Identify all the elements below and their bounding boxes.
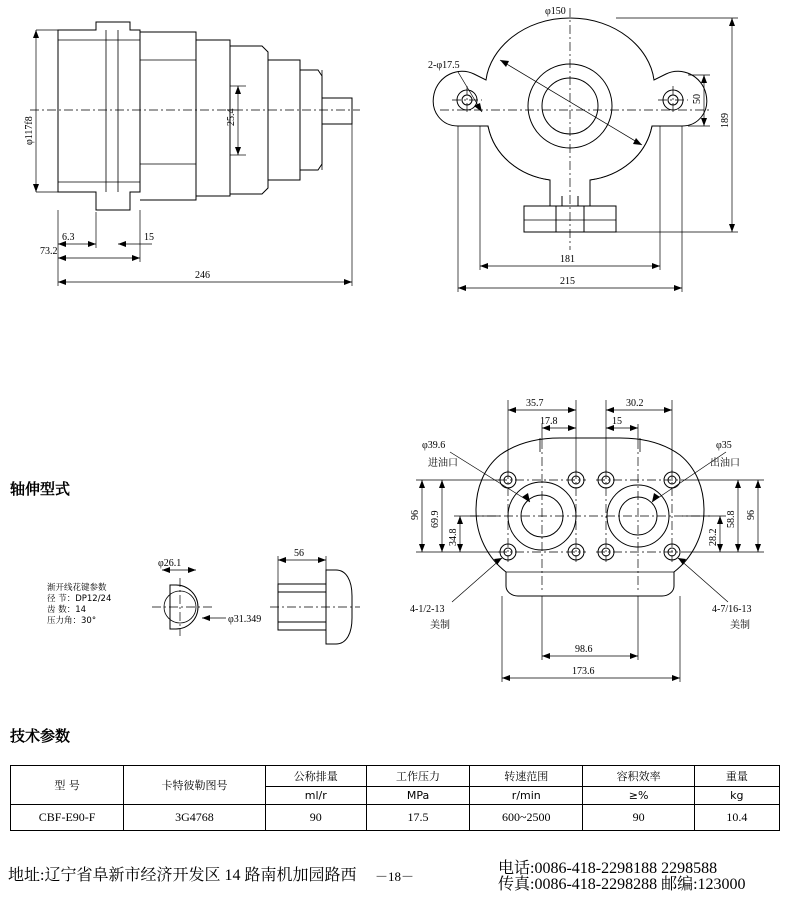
footer-page-number: －18－ (375, 869, 415, 884)
dim-246: 246 (195, 270, 210, 281)
cell-vol-efficiency: 90 (583, 805, 694, 831)
spline-line-0: 径 节：DP12/24 (47, 594, 112, 604)
spline-header: 渐开线花键参数 (47, 583, 107, 593)
dim-173-6: 173.6 (572, 666, 595, 677)
front-view-drawing (420, 0, 780, 310)
dim-phi31-349: φ31.349 (228, 614, 262, 625)
label-thread-right-note: 美制 (730, 620, 750, 631)
dim-30-2: 30.2 (626, 398, 644, 409)
dim-98-6: 98.6 (575, 644, 593, 655)
th-vol-efficiency: 容积效率 (583, 766, 694, 787)
dim-58-8: 58.8 (726, 510, 737, 528)
table-row (11, 805, 780, 831)
dim-35-7: 35.7 (526, 398, 544, 409)
spec-title: 技术参数 (10, 727, 71, 745)
spline-params (47, 583, 111, 627)
th-efficiency-unit: ≥% (583, 787, 694, 805)
dim-96-right: 96 (746, 510, 757, 520)
dim-50: 50 (692, 94, 703, 104)
shaft-type-title: 轴伸型式 (10, 480, 71, 498)
dim-phi26-1: φ26.1 (158, 558, 182, 569)
th-speed-range: 转速范围 (470, 766, 583, 787)
footer-telephone: 电话:0086-418-2298188 2298588 (498, 860, 718, 877)
dim-phi35: φ35 (716, 440, 732, 451)
cell-cat-drawing-no: 3G4768 (124, 805, 265, 831)
th-model: 型 号 (11, 766, 124, 805)
label-outlet: 出油口 (710, 458, 740, 469)
th-pressure-unit: MPa (366, 787, 469, 805)
dim-96-left: 96 (410, 510, 421, 520)
dim-6-3: 6.3 (62, 232, 75, 243)
rear-view-drawing (390, 380, 790, 710)
dim-17-8: 17.8 (540, 416, 558, 427)
th-cat-drawing-no: 卡特彼勒图号 (124, 766, 265, 805)
dim-189: 189 (720, 113, 731, 128)
dim-thread-left: 4-1/2-13 (410, 604, 445, 615)
spec-table (10, 765, 780, 831)
dim-69-9: 69.9 (430, 510, 441, 528)
th-weight-unit: kg (694, 787, 779, 805)
dim-28-2: 28.2 (708, 528, 719, 546)
cell-pressure: 17.5 (366, 805, 469, 831)
dim-phi117f8: φ117f8 (24, 116, 35, 145)
footer-fax: 传真:0086-418-2298288 邮编:123000 (498, 876, 746, 893)
cell-weight: 10.4 (694, 805, 779, 831)
dim-15: 15 (612, 416, 622, 427)
label-thread-left-note: 美制 (430, 620, 450, 631)
spline-line-1: 齿 数：14 (47, 605, 87, 615)
th-pressure: 工作压力 (366, 766, 469, 787)
dim-181: 181 (560, 254, 575, 265)
dim-15: 15 (144, 232, 154, 243)
th-displacement: 公称排量 (265, 766, 366, 787)
label-inlet: 进油口 (428, 458, 458, 469)
dim-2-phi17-5: 2-φ17.5 (428, 60, 460, 71)
footer-address: 地址:辽宁省阜新市经济开发区 14 路南机加园路西 (8, 867, 357, 884)
spline-line-2: 压力角：30° (47, 616, 97, 626)
dim-25-4: 25.4 (226, 108, 237, 126)
cell-model: CBF-E90-F (11, 805, 124, 831)
cell-displacement: 90 (265, 805, 366, 831)
th-weight: 重量 (694, 766, 779, 787)
dim-215: 215 (560, 276, 575, 287)
table-header-row-1 (11, 766, 780, 787)
th-displacement-unit: ml/r (265, 787, 366, 805)
spec-table-wrap (10, 765, 780, 831)
dim-34-8: 34.8 (448, 528, 459, 546)
dim-phi39-6: φ39.6 (422, 440, 446, 451)
shaft-detail-drawing (130, 540, 410, 680)
dim-73-2: 73.2 (40, 246, 58, 257)
th-speed-unit: r/min (470, 787, 583, 805)
side-view-drawing (0, 0, 420, 310)
dim-phi150: φ150 (545, 6, 566, 17)
dim-56: 56 (294, 548, 304, 559)
dim-thread-right: 4-7/16-13 (712, 604, 752, 615)
cell-speed-range: 600~2500 (470, 805, 583, 831)
